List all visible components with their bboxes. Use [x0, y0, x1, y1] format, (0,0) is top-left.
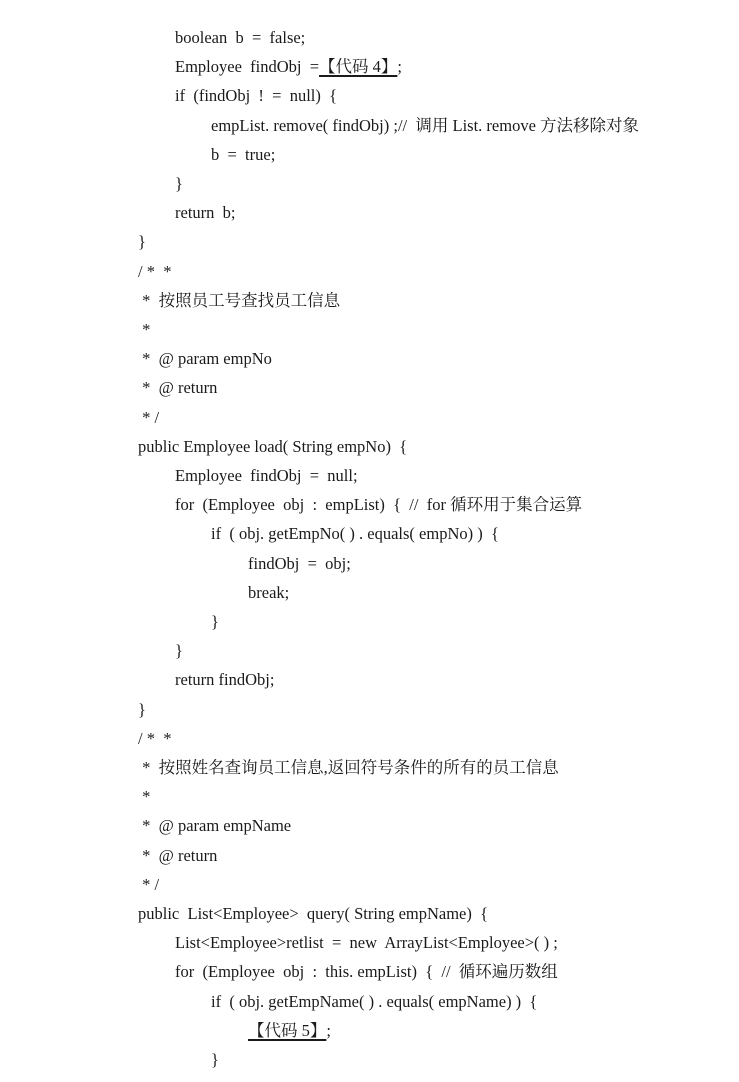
- code-text: if (findObj ! = null) {: [175, 86, 338, 106]
- code-text: *: [138, 320, 151, 339]
- code-line: [0, 169, 183, 198]
- code-line: [0, 1045, 219, 1074]
- code-line: [0, 23, 305, 52]
- code-line: [0, 227, 146, 256]
- code-text: }: [138, 699, 146, 719]
- code-text: return b;: [175, 203, 236, 223]
- code-text: }: [211, 1050, 219, 1069]
- code-line: [0, 315, 150, 344]
- code-text: if ( obj. getEmpName( ) . equals( empName) ) {: [211, 991, 538, 1011]
- code-text: }: [175, 641, 183, 661]
- code-text: * @ return: [138, 845, 218, 865]
- code-line: [0, 811, 291, 840]
- code-text: }: [211, 612, 219, 631]
- code-line: [0, 432, 407, 461]
- code-line: [0, 665, 274, 694]
- answer-blank: 【代码 5】: [248, 1020, 327, 1040]
- answer-blank: 【代码 4】: [319, 57, 398, 77]
- code-line: [0, 957, 558, 986]
- code-line-blank: [0, 1016, 331, 1045]
- code-text: List<Employee>retlist = new ArrayList<Employee>( ) ;: [175, 933, 558, 953]
- code-text: }: [138, 232, 146, 252]
- code-line: [0, 519, 499, 548]
- code-text: public Employee load( String empNo) {: [138, 436, 408, 456]
- code-line: [0, 344, 272, 373]
- code-line: [0, 257, 171, 286]
- code-line: [0, 286, 340, 315]
- code-text: / * *: [138, 728, 172, 748]
- code-line: [0, 490, 582, 519]
- code-line: [0, 461, 358, 490]
- code-text: * @ return: [138, 378, 218, 398]
- code-line: [0, 987, 537, 1016]
- code-text: * @ param empNo: [138, 349, 272, 369]
- code-line: [0, 607, 219, 636]
- code-text: / * *: [138, 261, 172, 281]
- code-line: [0, 578, 289, 607]
- code-text: if ( obj. getEmpNo( ) . equals( empNo) ) {: [211, 524, 499, 544]
- code-line: [0, 841, 217, 870]
- code-text: for (Employee obj : empList) { // for 循环用于集合运算: [175, 495, 583, 515]
- code-terminator: ;: [326, 1020, 331, 1040]
- code-line: [0, 753, 559, 782]
- code-line: [0, 636, 183, 665]
- code-text: findObj = obj;: [248, 553, 351, 573]
- code-line: [0, 928, 558, 957]
- code-line-blank: [0, 52, 402, 81]
- code-text: * /: [138, 407, 160, 427]
- code-text: * @ param empName: [138, 816, 292, 836]
- code-line: [0, 198, 235, 227]
- code-line: [0, 724, 171, 753]
- code-text: return findObj;: [175, 670, 275, 690]
- code-text: public List<Employee> query( String empName) {: [138, 904, 489, 923]
- code-line: [0, 81, 337, 110]
- code-line: [0, 870, 159, 899]
- code-text: b = true;: [211, 144, 276, 164]
- code-line: [0, 782, 150, 811]
- code-line: [0, 140, 275, 169]
- code-text: * /: [138, 874, 160, 894]
- code-text: *: [138, 787, 151, 807]
- code-terminator: ;: [397, 57, 402, 77]
- code-text: for (Employee obj : this. empList) { // 循环遍历数组: [175, 962, 558, 982]
- code-text: break;: [248, 582, 290, 602]
- code-text: }: [175, 174, 183, 193]
- code-text: Employee findObj =: [175, 57, 320, 77]
- code-text: Employee findObj = null;: [175, 466, 358, 485]
- code-line: [0, 373, 217, 402]
- code-line: [0, 549, 351, 578]
- code-text: * 按照员工号查找员工信息: [138, 290, 341, 310]
- code-line: [0, 695, 146, 724]
- code-line: [0, 111, 639, 140]
- code-text: boolean b = false;: [175, 28, 306, 47]
- code-line: [0, 899, 488, 928]
- code-text: * 按照姓名查询员工信息,返回符号条件的所有的员工信息: [138, 758, 559, 777]
- code-line: [0, 403, 159, 432]
- code-text: empList. remove( findObj) ;// 调用 List. remove 方法移除对象: [211, 115, 640, 135]
